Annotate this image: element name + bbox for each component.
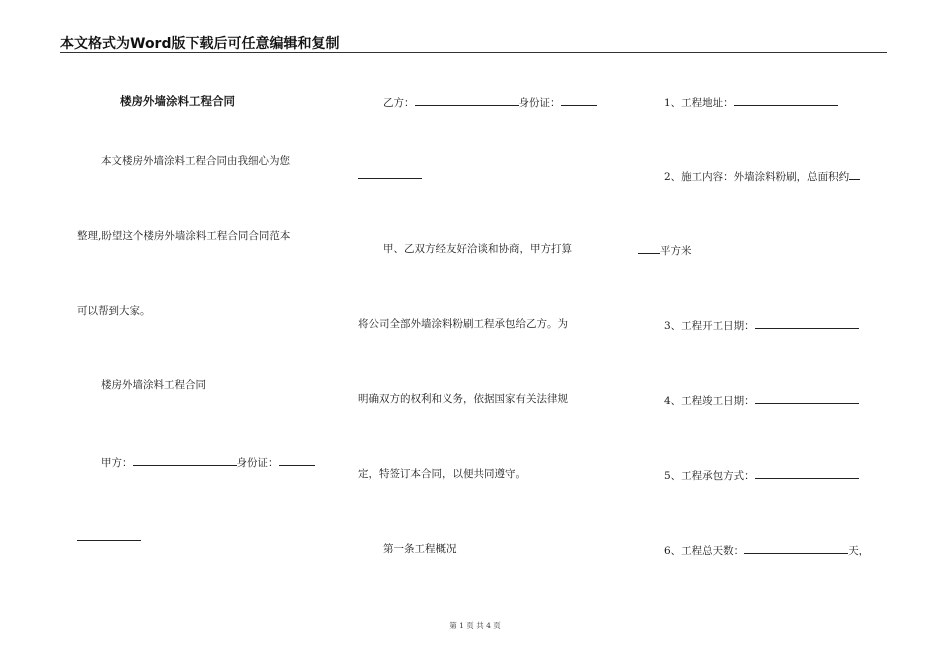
- item-2-blank: [849, 168, 860, 180]
- party-a-id-continuation-blank: [77, 540, 141, 541]
- party-a-name-blank: [133, 454, 237, 466]
- paragraph-agreement-1: 甲、乙双方经友好洽谈和协商，甲方打算: [383, 243, 572, 255]
- item-3-blank: [755, 317, 859, 329]
- party-b-id-label: 身份证：: [518, 97, 561, 109]
- item-3-line: [664, 317, 859, 333]
- paragraph-agreement-3: 明确双方的权利和义务，依据国家有关法律规: [358, 393, 568, 405]
- party-b-line: [383, 94, 597, 110]
- contract-subtitle: 楼房外墙涂料工程合同: [101, 379, 206, 391]
- item-2-continuation: [638, 242, 692, 258]
- doc-title: 楼房外墙涂料工程合同: [120, 94, 235, 108]
- item-4-label: 4、工程竣工日期：: [664, 395, 755, 407]
- item-6-label: 6、工程总天数：: [664, 545, 745, 557]
- paragraph-intro-1: 本文楼房外墙涂料工程合同由我细心为您: [101, 155, 290, 167]
- header-divider: [60, 52, 887, 53]
- area-unit: 平方米: [660, 245, 692, 257]
- party-a-id-label: 身份证：: [236, 457, 279, 469]
- paragraph-intro-2: 整理,盼望这个楼房外墙涂料工程合同合同范本: [77, 230, 291, 242]
- document-header: 本文格式为Word版下载后可任意编辑和复制: [60, 36, 340, 52]
- item-5-label: 5、工程承包方式：: [664, 470, 755, 482]
- item-2-label: 2、施工内容：外墙涂料粉刷，总面积约: [664, 171, 850, 183]
- item-5-line: [664, 467, 859, 483]
- item-1-line: [664, 94, 838, 110]
- paragraph-agreement-4: 定，特签订本合同，以便共同遵守。: [358, 468, 526, 480]
- party-b-label: 乙方：: [383, 97, 415, 109]
- item-6-line: [664, 542, 869, 558]
- party-b-id-blank: [561, 94, 597, 106]
- party-b-id-continuation-blank: [358, 178, 422, 179]
- party-a-id-blank: [279, 454, 315, 466]
- item-1-blank: [734, 94, 838, 106]
- item-1-label: 1、工程地址：: [664, 97, 734, 109]
- item-4-line: [664, 392, 859, 408]
- item-4-blank: [755, 392, 859, 404]
- paragraph-intro-3: 可以帮到大家。: [77, 305, 151, 317]
- item-3-label: 3、工程开工日期：: [664, 320, 755, 332]
- party-a-label: 甲方：: [101, 457, 133, 469]
- party-b-name-blank: [415, 94, 519, 106]
- party-a-line: [101, 454, 315, 470]
- area-blank: [638, 242, 660, 254]
- item-6-suffix: 天，: [848, 545, 870, 557]
- paragraph-agreement-2: 将公司全部外墙涂料粉刷工程承包给乙方。为: [358, 318, 568, 330]
- page-footer: 第 1 页 共 4 页: [449, 621, 501, 630]
- article-1-heading: 第一条工程概况: [383, 543, 457, 555]
- item-5-blank: [755, 467, 859, 479]
- item-6-blank: [744, 542, 848, 554]
- item-2-line: [664, 168, 860, 184]
